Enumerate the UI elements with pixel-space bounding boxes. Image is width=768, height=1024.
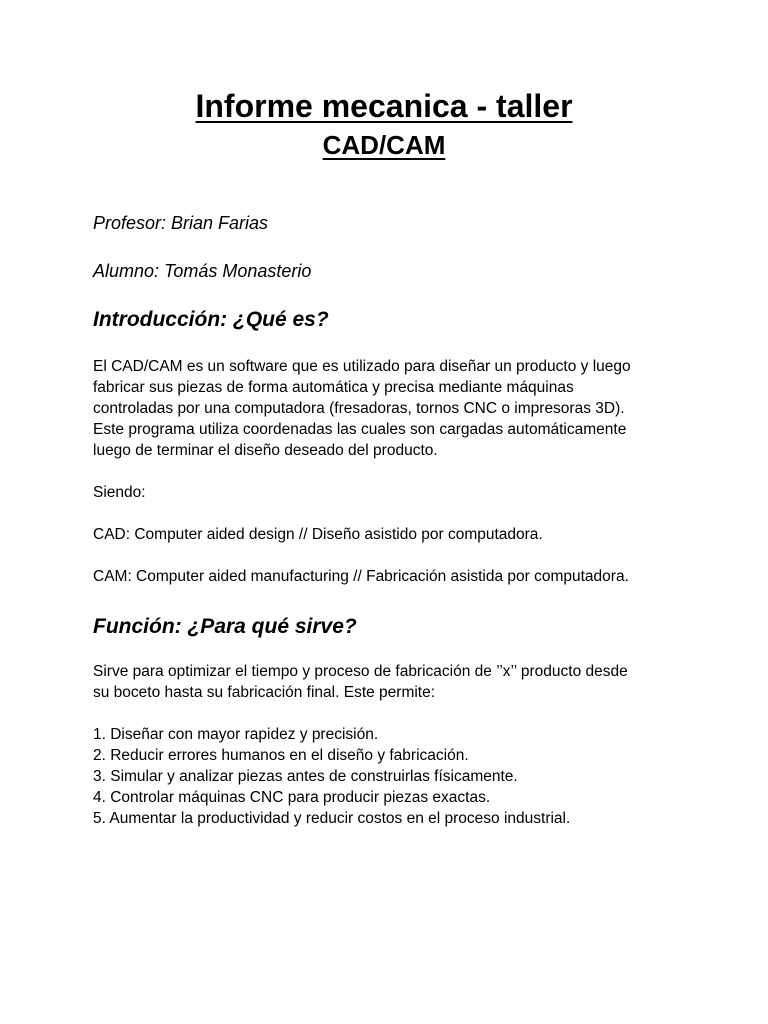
intro-heading: Introducción: ¿Qué es?: [93, 308, 329, 331]
cad-definition: CAD: Computer aided design // Diseño asistido por computadora.: [93, 526, 543, 543]
list-item: 1. Diseñar con mayor rapidez y precisión.: [93, 726, 379, 743]
siendo-line: Siendo:: [93, 484, 146, 501]
alumno-line: Alumno: Tomás Monasterio: [93, 261, 312, 281]
funcion-paragraph: Sirve para optimizar el tiempo y proceso de fabricación de ’’x’’ producto desde su boceto hasta su fabricación final. Este permite:: [93, 663, 628, 701]
document-title: Informe mecanica - taller: [195, 88, 573, 124]
funcion-heading: Función: ¿Para qué sirve?: [93, 615, 357, 638]
profesor-line: Profesor: Brian Farias: [93, 213, 269, 233]
intro-paragraph: El CAD/CAM es un software que es utilizado para diseñar un producto y luego fabricar sus piezas de forma automática y precisa mediante máquinas controladas por una computadora (fresadoras, tornos CNC o impresoras 3D). Este programa utiliza coordenadas las cuales son cargadas automáticamente luego de terminar el diseño deseado del producto.: [93, 358, 631, 459]
list-item: 4. Controlar máquinas CNC para producir piezas exactas.: [93, 789, 491, 806]
document-subtitle: CAD/CAM: [322, 130, 446, 160]
benefits-list: [93, 724, 713, 829]
list-item: 2. Reducir errores humanos en el diseño y fabricación.: [93, 747, 469, 764]
list-item: 5. Aumentar la productividad y reducir costos en el proceso industrial.: [93, 810, 571, 827]
list-item: 3. Simular y analizar piezas antes de construirlas físicamente.: [93, 768, 518, 785]
cam-definition: CAM: Computer aided manufacturing // Fabricación asistida por computadora.: [93, 568, 629, 585]
